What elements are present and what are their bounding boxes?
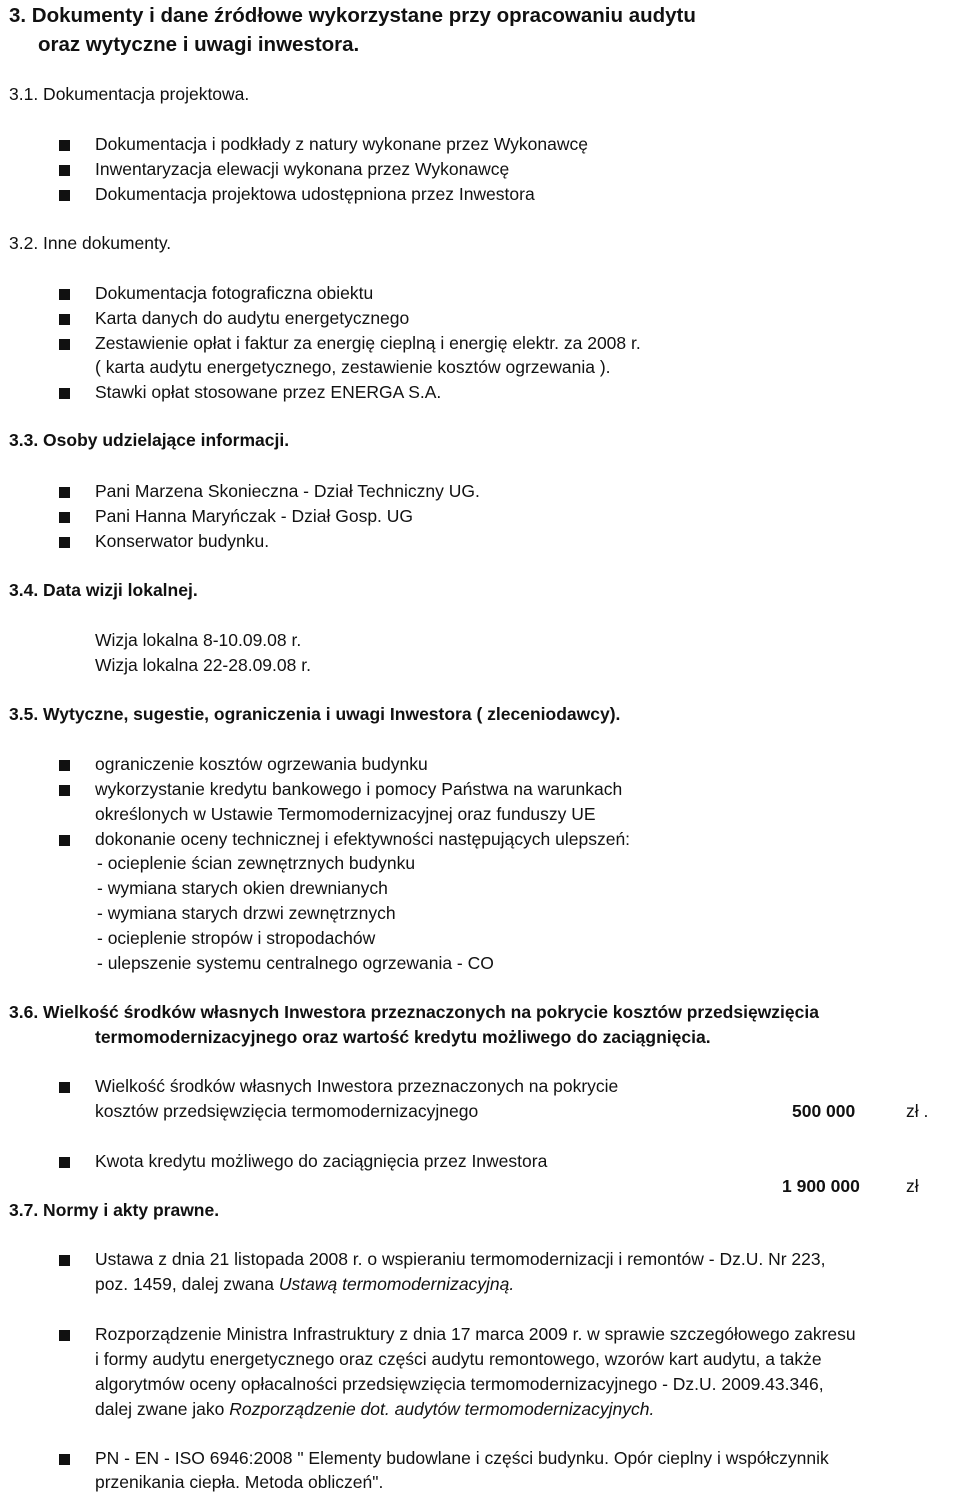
list-item: Konserwator budynku. [95, 531, 270, 551]
bullet-icon [59, 1454, 70, 1465]
sub-item: - wymiana starych okien drewnianych [97, 878, 388, 898]
section-3-1-heading: 3.1. Dokumentacja projektowa. [9, 84, 250, 104]
law-item: PN - EN - ISO 6946:2008 " Elementy budowlane i części budynku. Opór cieplny i współczynnik [95, 1448, 829, 1468]
list-item: Inwentaryzacja elewacji wykonana przez Wykonawcę [95, 159, 510, 179]
sub-item: - wymiana starych drzwi zewnętrznych [97, 903, 396, 923]
credit-amount: 1 900 000 [782, 1176, 860, 1196]
list-item: wykorzystanie kredytu bankowego i pomocy Państwa na warunkach [95, 779, 623, 799]
bullet-icon [59, 1330, 70, 1341]
law-item: Rozporządzenie Ministra Infrastruktury z dnia 17 marca 2009 r. w sprawie szczegółowego zakresu [95, 1324, 856, 1344]
list-item: Pani Hanna Maryńczak - Dział Gosp. UG [95, 506, 414, 526]
visit-date-line: Wizja lokalna 22-28.09.08 r. [95, 655, 311, 675]
law-item-continuation: przenikania ciepła. Metoda obliczeń". [95, 1472, 384, 1492]
visit-date-line: Wizja lokalna 8-10.09.08 r. [95, 630, 302, 650]
own-funds-label: Wielkość środków własnych Inwestora przeznaczonych na pokrycie [95, 1076, 619, 1096]
law-short-name: Rozporządzenie dot. audytów termomodernizacyjnych. [229, 1399, 655, 1419]
law-short-name: Ustawą termomodernizacyjną. [278, 1274, 515, 1294]
bullet-icon [59, 760, 70, 771]
list-item-continuation: ( karta audytu energetycznego, zestawienie kosztów ogrzewania ). [95, 357, 611, 377]
bullet-icon [59, 512, 70, 523]
list-item: ograniczenie kosztów ogrzewania budynku [95, 754, 428, 774]
section-3-title-line2: oraz wytyczne i uwagi inwestora. [38, 33, 360, 56]
list-item: Dokumentacja fotograficzna obiektu [95, 283, 374, 303]
list-item: Dokumentacja i podkłady z natury wykonane przez Wykonawcę [95, 134, 588, 154]
law-item-continuation [95, 1399, 654, 1420]
own-funds-label-line2: kosztów przedsięwzięcia termomodernizacyjnego [95, 1101, 479, 1121]
sub-item: - ocieplenie stropów i stropodachów [97, 928, 376, 948]
bullet-icon [59, 1255, 70, 1266]
section-3-6-heading-line2: termomodernizacyjnego oraz wartość kredytu możliwego do zaciągnięcia. [95, 1027, 711, 1047]
list-item-continuation: określonych w Ustawie Termomodernizacyjnej oraz funduszy UE [95, 804, 596, 824]
law-item-continuation: i formy audytu energetycznego oraz części audytu remontowego, wzorów kart audytu, a także [95, 1349, 822, 1369]
bullet-icon [59, 289, 70, 300]
bullet-icon [59, 140, 70, 151]
bullet-icon [59, 388, 70, 399]
law-text: poz. 1459, dalej zwana [95, 1274, 279, 1294]
law-item: Ustawa z dnia 21 listopada 2008 r. o wspieraniu termomodernizacji i remontów - Dz.U. Nr 223, [95, 1249, 826, 1269]
bullet-icon [59, 1157, 70, 1168]
bullet-icon [59, 190, 70, 201]
sub-item: - ulepszenie systemu centralnego ogrzewania - CO [97, 953, 494, 973]
list-item: Dokumentacja projektowa udostępniona przez Inwestora [95, 184, 535, 204]
list-item: Pani Marzena Skonieczna - Dział Techniczny UG. [95, 481, 480, 501]
bullet-icon [59, 314, 70, 325]
bullet-icon [59, 537, 70, 548]
list-item: Stawki opłat stosowane przez ENERGA S.A. [95, 382, 442, 402]
credit-label: Kwota kredytu możliwego do zaciągnięcia przez Inwestora [95, 1151, 548, 1171]
law-item-continuation [95, 1274, 514, 1295]
section-3-title: 3. Dokumenty i dane źródłowe wykorzystane przy opracowaniu audytu [9, 4, 696, 27]
bullet-icon [59, 835, 70, 846]
section-3-2-heading: 3.2. Inne dokumenty. [9, 233, 172, 253]
bullet-icon [59, 165, 70, 176]
bullet-icon [59, 339, 70, 350]
sub-item: - ocieplenie ścian zewnętrznych budynku [97, 853, 416, 873]
list-item: dokonanie oceny technicznej i efektywności następujących ulepszeń: [95, 829, 631, 849]
section-3-7-heading: 3.7. Normy i akty prawne. [9, 1200, 220, 1220]
section-3-4-heading: 3.4. Data wizji lokalnej. [9, 580, 198, 600]
credit-unit: zł [906, 1176, 919, 1196]
law-text: dalej zwane jako [95, 1399, 230, 1419]
bullet-icon [59, 487, 70, 498]
section-3-6-heading: 3.6. Wielkość środków własnych Inwestora przeznaczonych na pokrycie kosztów przedsięwzięcia [9, 1002, 819, 1022]
section-3-3-heading: 3.3. Osoby udzielające informacji. [9, 430, 290, 450]
bullet-icon [59, 1082, 70, 1093]
own-funds-amount: 500 000 [792, 1101, 856, 1121]
section-3-5-heading: 3.5. Wytyczne, sugestie, ograniczenia i uwagi Inwestora ( zleceniodawcy). [9, 704, 621, 724]
bullet-icon [59, 785, 70, 796]
law-item-continuation: algorytmów oceny opłacalności przedsięwzięcia termomodernizacyjnego - Dz.U. 2009.43.346, [95, 1374, 824, 1394]
list-item: Karta danych do audytu energetycznego [95, 308, 410, 328]
list-item: Zestawienie opłat i faktur za energię cieplną i energię elektr. za 2008 r. [95, 333, 641, 353]
own-funds-unit: zł . [906, 1101, 929, 1121]
